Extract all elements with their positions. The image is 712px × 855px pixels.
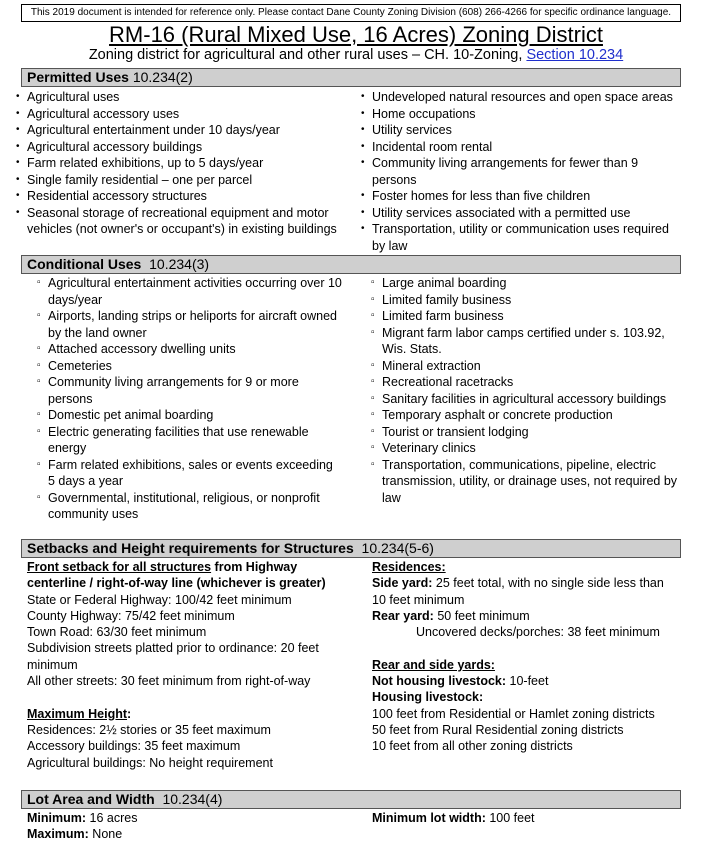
lot-right: [372, 810, 672, 826]
setbacks-header: [21, 539, 681, 558]
bullet-icon: ▫: [371, 310, 375, 321]
lot-area-heading: Lot Area and Width: [27, 791, 155, 807]
bullet-icon: •: [16, 91, 20, 102]
permitted-use-text: Farm related exhibitions, up to 5 days/year: [27, 156, 264, 170]
conditional-use-text: Mineral extraction: [382, 358, 481, 373]
subtitle-text: Zoning district for agricultural and other rural uses – CH. 10-Zoning,: [88, 47, 527, 63]
bullet-icon: ▫: [37, 425, 41, 437]
bullet-icon: •: [16, 107, 20, 119]
height-line: Residences: 2½ stories or 35 feet maximum: [27, 722, 271, 737]
bullet-icon: •: [16, 206, 20, 218]
bullet-icon: ▫: [371, 293, 375, 305]
housing-livestock-line: 10 feet from all other zoning districts: [372, 739, 573, 754]
bullet-icon: •: [361, 107, 365, 119]
conditional-use-item: [27, 490, 342, 523]
bullet-icon: •: [361, 91, 365, 102]
permitted-use-text: Agricultural entertainment under 10 days/year: [27, 123, 280, 137]
conditional-use-text: Tourist or transient lodging: [382, 424, 529, 439]
decks-porches: Uncovered decks/porches: 38 feet minimum: [416, 625, 660, 640]
lot-left: [27, 810, 327, 843]
conditional-use-item: [361, 391, 681, 408]
bullet-icon: ▫: [371, 458, 375, 470]
bullet-icon: •: [361, 190, 365, 201]
height-line: Agricultural buildings: No height requirement: [27, 755, 273, 770]
permitted-use-item: [361, 221, 681, 254]
permitted-use-item: [16, 122, 346, 139]
permitted-use-text: Seasonal storage of recreational equipment and motor vehicles (not owner's or occupant's) in existing buildings: [27, 205, 337, 236]
bullet-icon: •: [16, 140, 20, 152]
bullet-icon: ▫: [371, 425, 375, 437]
permitted-use-item: [16, 89, 346, 106]
lot-min-width: Minimum lot width: 100 feet: [372, 811, 535, 825]
conditional-use-item: [361, 424, 681, 441]
conditional-use-item: [27, 407, 342, 424]
setbacks-ref: 10.234(5-6): [361, 540, 434, 556]
permitted-use-text: Agricultural accessory buildings: [27, 139, 203, 154]
bullet-icon: •: [16, 173, 20, 185]
conditional-use-item: [361, 308, 681, 325]
permitted-use-item: [16, 188, 346, 205]
permitted-use-item: [16, 205, 346, 238]
conditional-left-list: [27, 275, 342, 523]
page-subtitle: [0, 46, 712, 64]
height-line: Accessory buildings: 35 feet maximum: [27, 739, 241, 754]
front-setback-line: County Highway: 75/42 feet minimum: [27, 608, 235, 623]
permitted-use-text: Utility services associated with a permitted use: [372, 205, 631, 220]
permitted-use-text: Incidental room rental: [372, 139, 493, 154]
conditional-use-item: [361, 457, 681, 507]
conditional-use-text: Sanitary facilities in agricultural accessory buildings: [382, 391, 667, 406]
bullet-icon: ▫: [37, 491, 41, 503]
front-setback-lines: [27, 592, 327, 690]
permitted-use-item: [16, 155, 346, 172]
bullet-icon: •: [361, 206, 365, 218]
permitted-use-text: Community living arrangements for fewer than 9 persons: [372, 156, 639, 187]
front-setback-line: Town Road: 63/30 feet minimum: [27, 625, 207, 640]
conditional-use-item: [361, 440, 681, 457]
permitted-use-text: Undeveloped natural resources and open space areas: [372, 90, 673, 104]
housing-livestock-lines: [372, 706, 677, 755]
residences-title: Residences:: [372, 560, 446, 574]
front-setback-line: Subdivision streets platted prior to ordinance: 20 feet minimum: [27, 641, 319, 672]
bullet-icon: ▫: [371, 326, 375, 338]
bullet-icon: •: [361, 124, 365, 135]
conditional-use-text: Limited farm business: [382, 309, 504, 323]
conditional-use-item: [27, 374, 342, 407]
permitted-use-text: Foster homes for less than five children: [372, 189, 591, 203]
conditional-uses-heading: Conditional Uses: [27, 256, 142, 272]
bullet-icon: ▫: [371, 277, 375, 288]
conditional-use-item: [361, 325, 681, 358]
conditional-use-text: Electric generating facilities that use renewable energy: [48, 424, 309, 455]
permitted-use-text: Residential accessory structures: [27, 189, 207, 203]
bullet-icon: •: [361, 157, 365, 168]
conditional-use-text: Temporary asphalt or concrete production: [382, 408, 613, 422]
lot-maximum: Maximum: None: [27, 827, 123, 842]
front-setback-title: Front setback for all structures from Highway centerline / right-of-way line (whichever is greater): [27, 560, 326, 591]
conditional-use-text: Community living arrangements for 9 or more persons: [48, 375, 299, 406]
bullet-icon: ▫: [371, 442, 375, 453]
housing-livestock-line: 100 feet from Residential or Hamlet zoning districts: [372, 706, 655, 721]
conditional-use-item: [27, 424, 342, 457]
permitted-uses-ref: 10.234(2): [132, 69, 193, 85]
front-setback-line: State or Federal Highway: 100/42 feet minimum: [27, 592, 292, 607]
side-yard: Side yard: 25 feet total, with no single side less than 10 feet minimum: [372, 576, 664, 607]
setbacks-heading: Setbacks and Height requirements for Structures: [27, 540, 354, 556]
bullet-icon: ▫: [37, 409, 41, 420]
conditional-use-text: Airports, landing strips or heliports for aircraft owned by the land owner: [48, 309, 338, 340]
conditional-use-text: Domestic pet animal boarding: [48, 408, 214, 422]
conditional-use-text: Veterinary clinics: [382, 441, 476, 455]
bullet-icon: ▫: [37, 458, 41, 470]
permitted-left-list: [16, 89, 346, 238]
conditional-use-text: Farm related exhibitions, sales or events exceeding 5 days a year: [48, 457, 333, 488]
page-title: RM-16 (Rural Mixed Use, 16 Acres) Zoning District: [109, 22, 603, 47]
permitted-use-item: [361, 122, 681, 139]
conditional-use-text: Limited family business: [382, 292, 512, 307]
permitted-use-text: Transportation, utility or communication uses required by law: [372, 222, 669, 253]
bullet-icon: ▫: [37, 310, 41, 321]
max-height-title: Maximum Height:: [27, 706, 132, 721]
housing-livestock-label: Housing livestock:: [372, 690, 484, 705]
not-housing-livestock: Not housing livestock: 10-feet: [372, 674, 549, 689]
permitted-use-item: [361, 89, 681, 106]
front-setback-line: All other streets: 30 feet minimum from right-of-way: [27, 674, 311, 689]
conditional-use-text: Cemeteries: [48, 358, 112, 373]
permitted-uses-header: [21, 68, 681, 87]
permitted-use-item: [361, 188, 681, 205]
bullet-icon: ▫: [371, 359, 375, 371]
conditional-use-text: Transportation, communications, pipeline, electric transmission, utility, or drainage uses, not required by law: [382, 457, 678, 505]
rear-yard: Rear yard: 50 feet minimum: [372, 608, 530, 623]
bullet-icon: ▫: [371, 376, 375, 387]
permitted-use-item: [361, 139, 681, 156]
bullet-icon: ▫: [37, 277, 41, 288]
permitted-uses-heading: Permitted Uses: [27, 69, 129, 85]
bullet-icon: •: [16, 190, 20, 201]
conditional-uses-header: [21, 255, 681, 274]
bullet-icon: •: [361, 223, 365, 234]
bullet-icon: ▫: [37, 343, 41, 354]
setbacks-left: [27, 559, 327, 771]
housing-livestock-line: 50 feet from Rural Residential zoning districts: [372, 722, 624, 737]
permitted-use-text: Agricultural uses: [27, 90, 120, 104]
conditional-use-text: Attached accessory dwelling units: [48, 342, 236, 356]
permitted-use-item: [16, 172, 346, 189]
conditional-use-text: Agricultural entertainment activities occurring over 10 days/year: [48, 276, 342, 307]
permitted-use-item: [361, 205, 681, 222]
bullet-icon: •: [16, 157, 20, 168]
conditional-use-text: Large animal boarding: [382, 276, 507, 290]
bullet-icon: ▫: [37, 376, 41, 387]
permitted-use-text: Single family residential – one per parcel: [27, 172, 253, 187]
conditional-use-text: Governmental, institutional, religious, or nonprofit community uses: [48, 490, 320, 521]
conditional-right-list: [361, 275, 681, 506]
height-lines: [27, 722, 327, 771]
lot-area-header: [21, 790, 681, 809]
conditional-use-text: Migrant farm labor camps certified under s. 103.92, Wis. Stats.: [382, 325, 665, 356]
conditional-use-item: [27, 457, 342, 490]
conditional-use-item: [27, 308, 342, 341]
conditional-use-item: [27, 358, 342, 375]
conditional-use-item: [27, 341, 342, 358]
permitted-use-item: [16, 106, 346, 123]
permitted-use-item: [361, 155, 681, 188]
bullet-icon: •: [16, 124, 20, 135]
bullet-icon: ▫: [371, 409, 375, 420]
section-link[interactable]: Section 10.234: [526, 47, 624, 63]
conditional-use-item: [361, 407, 681, 424]
conditional-use-item: [361, 292, 681, 309]
rear-side-title: Rear and side yards:: [372, 657, 495, 672]
permitted-use-text: Utility services: [372, 123, 452, 137]
lot-area-ref: 10.234(4): [162, 791, 223, 807]
permitted-use-text: Home occupations: [372, 106, 476, 121]
permitted-right-list: [361, 89, 681, 254]
permitted-use-text: Agricultural accessory uses: [27, 106, 180, 121]
conditional-use-item: [27, 275, 342, 308]
conditional-uses-ref: 10.234(3): [149, 256, 210, 272]
bullet-icon: •: [361, 140, 365, 152]
conditional-use-item: [361, 275, 681, 292]
conditional-use-item: [361, 374, 681, 391]
permitted-use-item: [361, 106, 681, 123]
setbacks-right: [372, 559, 677, 755]
permitted-use-item: [16, 139, 346, 156]
bullet-icon: ▫: [37, 359, 41, 371]
conditional-use-text: Recreational racetracks: [382, 375, 514, 389]
reference-notice: This 2019 document is intended for reference only. Please contact Dane County Zoning Division (608) 266-4266 for specific ordinance language.: [21, 4, 681, 22]
lot-minimum: Minimum: 16 acres: [27, 811, 138, 825]
bullet-icon: ▫: [371, 392, 375, 404]
conditional-use-item: [361, 358, 681, 375]
